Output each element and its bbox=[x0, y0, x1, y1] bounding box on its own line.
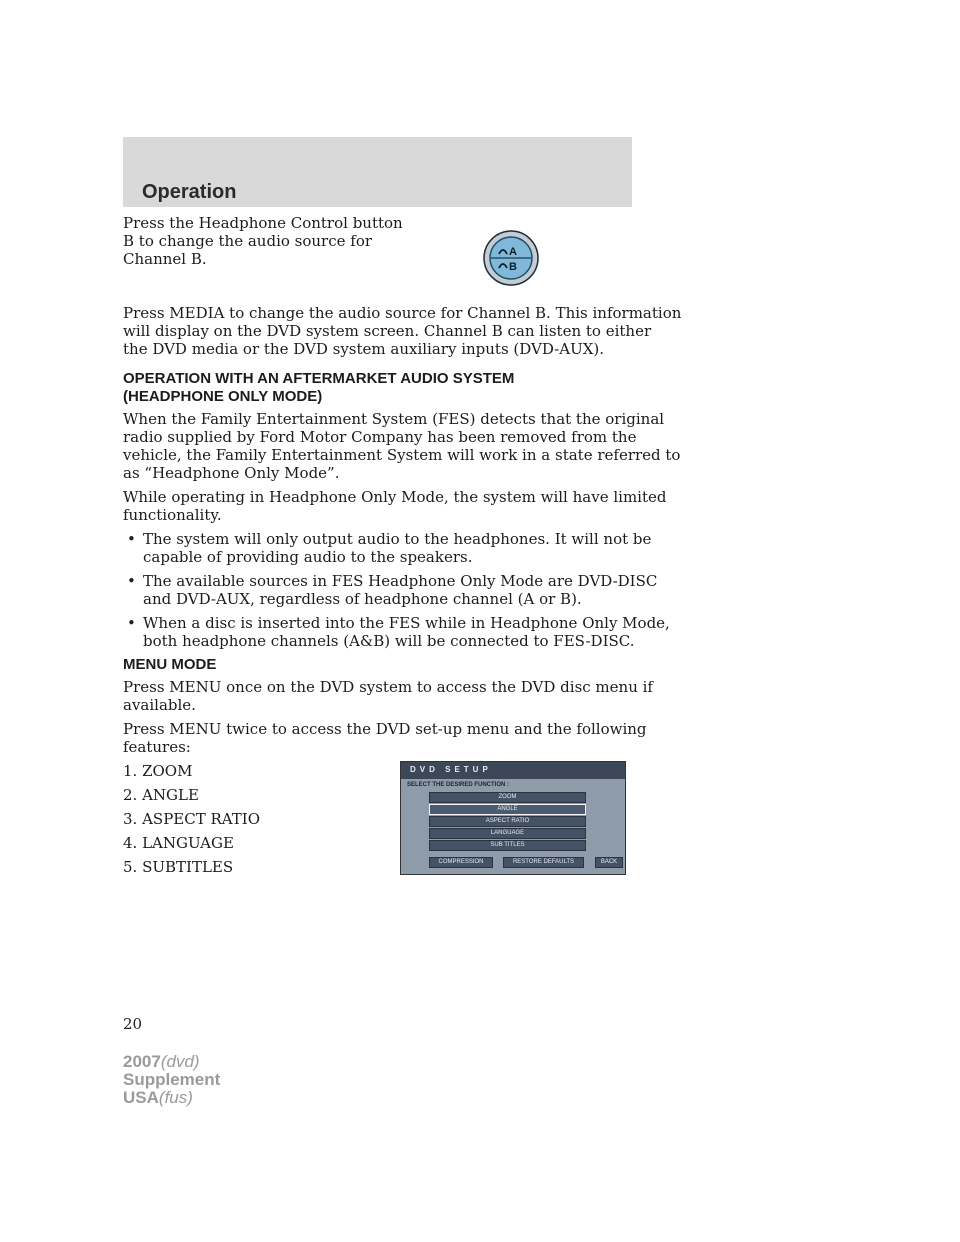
feature-list-item: 5. SUBTITLES bbox=[123, 858, 234, 876]
dvd-option-angle[interactable]: ANGLE bbox=[429, 804, 586, 815]
aftermarket-p1-line-1: When the Family Entertainment System (FES) detects that the original bbox=[123, 410, 665, 428]
bullet-marker: • bbox=[127, 530, 136, 548]
aftermarket-p1-line-4: as “Headphone Only Mode”. bbox=[123, 464, 340, 482]
dvd-setup-prompt: SELECT THE DESIRED FUNCTION : bbox=[407, 782, 510, 788]
menu-p1-line-1: Press MENU once on the DVD system to access the DVD disc menu if bbox=[123, 678, 653, 696]
feature-list-item: 4. LANGUAGE bbox=[123, 834, 234, 852]
bullet-3-line-1: When a disc is inserted into the FES while in Headphone Only Mode, bbox=[143, 614, 670, 632]
menu-mode-heading: MENU MODE bbox=[123, 656, 217, 673]
footer-block bbox=[123, 1053, 220, 1107]
footer-supplement: Supplement bbox=[123, 1070, 221, 1089]
aftermarket-p1-line-3: vehicle, the Family Entertainment System will work in a state referred to bbox=[123, 446, 681, 464]
menu-p2-line-2: features: bbox=[123, 738, 191, 756]
dvd-setup-screen bbox=[400, 761, 626, 875]
aftermarket-p2-line-2: functionality. bbox=[123, 506, 222, 524]
bullet-1-line-1: The system will only output audio to the headphones. It will not be bbox=[143, 530, 652, 548]
footer-year: 2007 bbox=[123, 1052, 161, 1071]
menu-p2-line-1: Press MENU twice to access the DVD set-up menu and the following bbox=[123, 720, 647, 738]
footer-region: USA bbox=[123, 1088, 159, 1107]
media-line-3: the DVD media or the DVD system auxiliary inputs (DVD-AUX). bbox=[123, 340, 605, 358]
dvd-option-language[interactable]: LANGUAGE bbox=[429, 828, 586, 839]
footer-region-note: (fus) bbox=[158, 1088, 193, 1107]
channel-b-label: B bbox=[509, 261, 517, 273]
headphone-control-button-icon bbox=[481, 230, 541, 286]
intro-line-1: Press the Headphone Control button bbox=[123, 214, 403, 232]
media-line-2: will display on the DVD system screen. Channel B can listen to either bbox=[123, 322, 652, 340]
dvd-option-zoom[interactable]: ZOOM bbox=[429, 792, 586, 803]
bullet-3-line-2: both headphone channels (A&B) will be connected to FES-DISC. bbox=[143, 632, 635, 650]
feature-list-item: 1. ZOOM bbox=[123, 762, 193, 780]
dvd-back-button[interactable]: BACK bbox=[595, 857, 623, 868]
aftermarket-p1-line-2: radio supplied by Ford Motor Company has been removed from the bbox=[123, 428, 637, 446]
intro-line-3: Channel B. bbox=[123, 250, 207, 268]
dvd-setup-title: DVD SETUP bbox=[410, 765, 492, 774]
aftermarket-heading-1: OPERATION WITH AN AFTERMARKET AUDIO SYSTEM bbox=[123, 370, 515, 387]
bullet-2-line-2: and DVD-AUX, regardless of headphone channel (A or B). bbox=[143, 590, 582, 608]
footer-year-note: (dvd) bbox=[160, 1052, 200, 1071]
section-title: Operation bbox=[142, 181, 237, 203]
bullet-1-line-2: capable of providing audio to the speakers. bbox=[143, 548, 473, 566]
feature-list-item: 2. ANGLE bbox=[123, 786, 199, 804]
menu-p1-line-2: available. bbox=[123, 696, 196, 714]
bullet-2-line-1: The available sources in FES Headphone Only Mode are DVD-DISC bbox=[143, 572, 658, 590]
page-number: 20 bbox=[123, 1015, 143, 1033]
channel-a-label: A bbox=[509, 246, 517, 258]
bullet-marker: • bbox=[127, 614, 136, 632]
aftermarket-heading-2: (HEADPHONE ONLY MODE) bbox=[123, 388, 323, 405]
dvd-option-aspect-ratio[interactable]: ASPECT RATIO bbox=[429, 816, 586, 827]
dvd-option-sub-titles[interactable]: SUB TITLES bbox=[429, 840, 586, 851]
dvd-restore-defaults-button[interactable]: RESTORE DEFAULTS bbox=[503, 857, 584, 868]
media-line-1: Press MEDIA to change the audio source for Channel B. This information bbox=[123, 304, 682, 322]
aftermarket-p2-line-1: While operating in Headphone Only Mode, the system will have limited bbox=[123, 488, 667, 506]
dvd-compression-button[interactable]: COMPRESSION bbox=[429, 857, 493, 868]
section-header-bar bbox=[123, 137, 632, 207]
bullet-marker: • bbox=[127, 572, 136, 590]
dvd-setup-title-bar bbox=[401, 762, 625, 779]
intro-line-2: B to change the audio source for bbox=[123, 232, 373, 250]
feature-list-item: 3. ASPECT RATIO bbox=[123, 810, 261, 828]
